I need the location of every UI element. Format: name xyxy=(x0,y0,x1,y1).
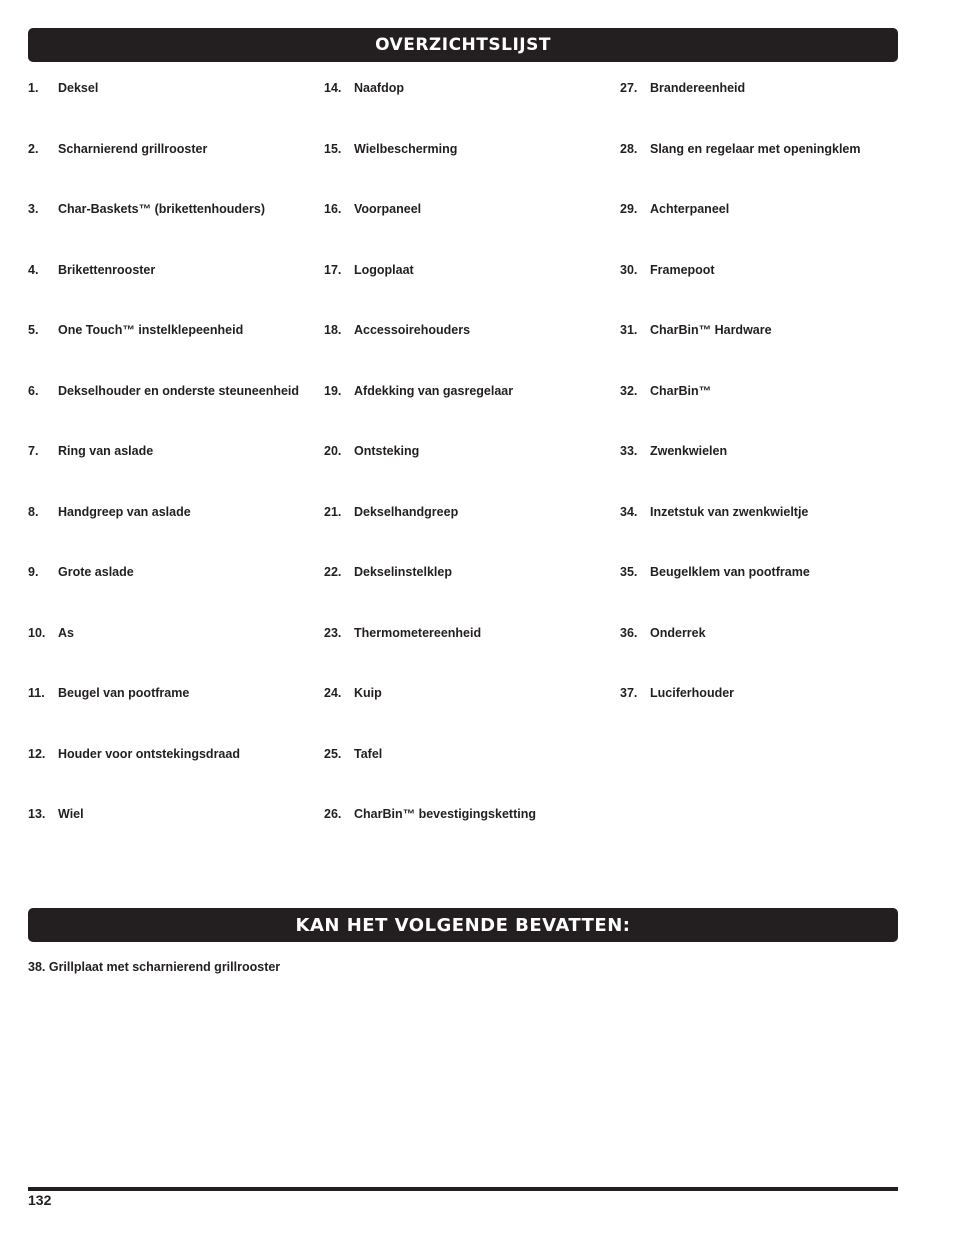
item-label: Scharnierend grillrooster xyxy=(58,141,208,156)
item-number: 29. xyxy=(620,202,638,216)
parts-column-3 xyxy=(620,78,910,744)
list-item xyxy=(620,320,910,381)
parts-column-1 xyxy=(28,78,318,865)
overview-title: OVERZICHTSLIJST xyxy=(375,35,551,55)
list-item xyxy=(28,623,318,684)
list-item xyxy=(28,199,318,260)
item-label: Onderrek xyxy=(650,625,706,640)
item-label: Afdekking van gasregelaar xyxy=(354,383,514,398)
list-item xyxy=(28,441,318,502)
item-number: 31. xyxy=(620,323,638,337)
footer-divider xyxy=(28,1187,898,1191)
item-number: 27. xyxy=(620,81,638,95)
item-number: 32. xyxy=(620,383,638,398)
list-item xyxy=(28,381,318,442)
item-label: CharBin™ bevestigingsketting xyxy=(354,807,536,821)
item-number: 14. xyxy=(324,81,342,95)
list-item xyxy=(28,744,318,805)
item-label: Accessoirehouders xyxy=(354,323,471,337)
parts-column-2 xyxy=(324,78,614,865)
item-label: Inzetstuk van zwenkwieltje xyxy=(650,504,809,519)
item-label: CharBin™ xyxy=(650,383,712,398)
item-label: Wielbescherming xyxy=(354,141,458,156)
item-label: Dekselhandgreep xyxy=(354,504,459,519)
item-number: 37. xyxy=(620,686,638,700)
item-label: Achterpaneel xyxy=(650,202,730,216)
list-item xyxy=(324,199,614,260)
item-number: 25. xyxy=(324,746,342,761)
list-item xyxy=(28,78,318,139)
item-label: Deksel xyxy=(58,81,99,95)
item-label: Dekselhouder en onderste steuneenheid xyxy=(58,383,300,398)
list-item xyxy=(324,139,614,200)
list-item xyxy=(28,683,318,744)
list-item xyxy=(28,139,318,200)
item-label: As xyxy=(58,625,74,640)
list-item xyxy=(324,683,614,744)
item-number: 19. xyxy=(324,383,342,398)
item-label: Slang en regelaar met openingklem xyxy=(650,141,861,156)
item-label: Ring van aslade xyxy=(58,444,154,458)
item-number: 22. xyxy=(324,565,342,579)
item-number: 30. xyxy=(620,262,638,277)
page-number: 132 xyxy=(28,1192,52,1208)
list-item xyxy=(324,744,614,805)
list-item xyxy=(28,502,318,563)
item-number: 9. xyxy=(28,565,39,579)
item-number: 35. xyxy=(620,565,638,579)
item-number: 33. xyxy=(620,444,638,458)
list-item xyxy=(28,260,318,321)
item-number: 16. xyxy=(324,202,342,216)
item-number: 36. xyxy=(620,625,638,640)
list-item xyxy=(324,260,614,321)
item-label: Tafel xyxy=(354,746,383,761)
item-number: 24. xyxy=(324,686,342,700)
list-item xyxy=(620,139,910,200)
item-number: 13. xyxy=(28,807,46,821)
item-label: Beugelklem van pootframe xyxy=(650,565,810,579)
optional-title: KAN HET VOLGENDE BEVATTEN: xyxy=(295,914,631,936)
item-label: Brikettenrooster xyxy=(58,262,156,277)
list-item xyxy=(620,199,910,260)
item-number: 4. xyxy=(28,262,39,277)
list-item xyxy=(28,320,318,381)
item-label: Zwenkwielen xyxy=(650,444,728,458)
item-label: Handgreep van aslade xyxy=(58,504,191,519)
list-item xyxy=(620,502,910,563)
item-number: 2. xyxy=(28,141,39,156)
item-number: 26. xyxy=(324,807,342,821)
list-item xyxy=(324,562,614,623)
item-label: Kuip xyxy=(354,686,382,700)
item-number: 23. xyxy=(324,625,342,640)
item-number: 5. xyxy=(28,323,39,337)
list-item xyxy=(620,441,910,502)
list-item xyxy=(620,683,910,744)
list-item xyxy=(620,623,910,684)
list-item xyxy=(324,623,614,684)
list-item xyxy=(620,381,910,442)
list-item xyxy=(28,804,318,865)
list-item xyxy=(620,260,910,321)
item-label: Voorpaneel xyxy=(354,202,422,216)
item-number: 18. xyxy=(324,323,342,337)
list-item xyxy=(324,502,614,563)
item-label: Grote aslade xyxy=(58,565,134,579)
item-label: Brandereenheid xyxy=(650,81,746,95)
list-item xyxy=(620,78,910,139)
list-item xyxy=(28,562,318,623)
item-label: Logoplaat xyxy=(354,262,414,277)
item-label: Dekselinstelklep xyxy=(354,565,452,579)
item-label: Luciferhouder xyxy=(650,686,735,700)
item-label: Houder voor ontstekingsdraad xyxy=(58,746,240,761)
item-number: 3. xyxy=(28,202,39,216)
list-item xyxy=(324,381,614,442)
list-item xyxy=(324,804,614,865)
item-number: 17. xyxy=(324,262,342,277)
item-label: Framepoot xyxy=(650,262,715,277)
item-number: 10. xyxy=(28,625,46,640)
optional-banner xyxy=(28,908,898,942)
item-number: 12. xyxy=(28,746,46,761)
item-number: 6. xyxy=(28,383,39,398)
overview-banner xyxy=(28,28,898,62)
item-label: Naafdop xyxy=(354,81,404,95)
item-label: Ontsteking xyxy=(354,444,420,458)
item-number: 1. xyxy=(28,81,39,95)
item-number: 8. xyxy=(28,504,39,519)
list-item xyxy=(324,78,614,139)
item-number: 20. xyxy=(324,444,342,458)
optional-item: 38. Grillplaat met scharnierend grillrooster xyxy=(28,960,281,974)
item-number: 34. xyxy=(620,504,638,519)
list-item xyxy=(324,320,614,381)
item-number: 15. xyxy=(324,141,342,156)
item-label: Char-Baskets™ (brikettenhouders) xyxy=(58,202,265,216)
item-number: 21. xyxy=(324,504,342,519)
item-number: 7. xyxy=(28,444,39,458)
item-number: 28. xyxy=(620,141,638,156)
list-item xyxy=(324,441,614,502)
item-label: Thermometereenheid xyxy=(354,625,482,640)
item-number: 11. xyxy=(28,686,45,700)
item-label: CharBin™ Hardware xyxy=(650,323,772,337)
item-label: Wiel xyxy=(58,807,84,821)
item-label: One Touch™ instelklepeenheid xyxy=(58,323,244,337)
item-label: Beugel van pootframe xyxy=(58,686,190,700)
list-item xyxy=(620,562,910,623)
